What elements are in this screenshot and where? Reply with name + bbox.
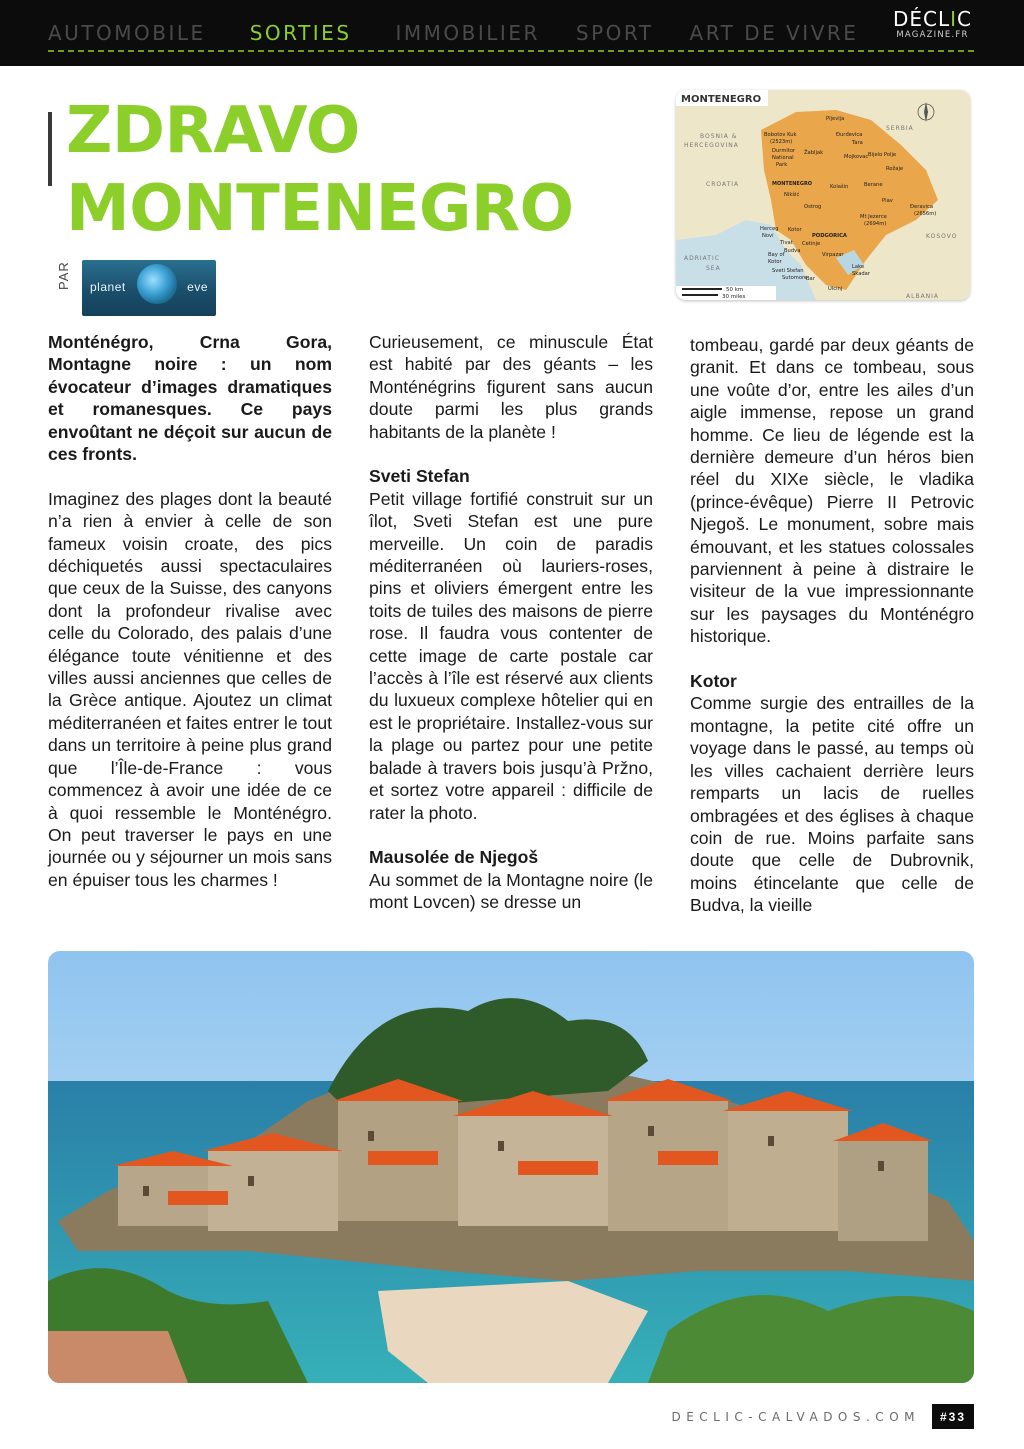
body-paragraph: tombeau, gardé par deux géants de granit. Et dans ce tombeau, sous une voûte d’or, entre les ailes d’un aigle immense, repose un grand homme. Ce lieu de légende est la dernière demeure d’un héros bien réel du XIXe siècle, le vladika (prince-évêque) Pierre II Petrovic Njegoš. Le monument, sobre mais émouvant, et les statues colossales parviennent à peine à distraire le visiteur de la vue impressionnante sur les paysages du Monténégro historique. [690,335,974,647]
map-label-bosnia: BOSNIA & [700,133,738,140]
sveti-stefan-photo [48,951,974,1383]
text-column-3 [690,334,974,939]
subheading-mausolee: Mausolée de Njegoš [369,847,539,868]
body-paragraph: Petit village fortifié construit sur un îlot, Sveti Stefan est une pure merveille. Un coin de paradis méditerranéen où lauriers-roses, pins et oliviers émergent entre les toits de tuiles des maisons de pierre rose. Il faudra vous contenter de cette image de carte postale car l’accès à l’île est réservé aux clients du luxueux complexe hôtelier qui en est le propriétaire. Installez-vous sur la plage ou partez pour une petite balade à travers bois jusqu’à Pržno, et sortez votre appareil : difficile de rater la photo. [369,488,653,823]
page-number: #33 [932,1404,974,1429]
nav-item-automobile[interactable]: AUTOMOBILE [48,21,206,45]
map-scale-km: 50 km [726,287,744,293]
map-place: Bay of [768,252,785,258]
photo-graphic [48,951,974,1383]
title-accent-bar [48,112,52,186]
text-column-1 [48,331,332,914]
map-place: Bar [806,276,815,282]
footer-website[interactable]: DECLIC-CALVADOS.COM [671,1410,920,1424]
brand-name: DÉCLIC [892,7,972,31]
map-place: Ulcinj [828,286,843,292]
map-place: Nikšić [784,192,800,198]
map-place: Cetinje [802,241,821,247]
nav-item-immobilier[interactable]: IMMOBILIER [395,21,540,45]
byline-label: PAR [56,261,71,290]
map-place: Park [776,162,788,168]
map-place: Herceg [760,226,779,232]
map-place: Bobotov Kuk [764,132,797,138]
map-place: (2656m) [914,211,937,217]
article-title [66,92,574,248]
map-place: Kotor [768,259,782,265]
body-paragraph: Comme surgie des entrailles de la montagne, la petite cité offre un voyage dans le passé, au temps où les villes cachaient derrière leurs remparts un lacis de ruelles ombragées et des églises à chaque coin de rue. Moins parfaite sans doute que celle de Dubrovnik, moins étincelante que celle de Budva, la vieille [690,693,974,916]
map-graphic [676,90,970,300]
map-place: Bijelo Polje [868,152,897,158]
top-navigation-bar [0,0,1024,66]
subheading-kotor: Kotor [690,671,737,692]
map-place: Pljevlja [826,116,845,122]
montenegro-map [676,90,970,300]
map-place: Durmitor [772,148,796,154]
map-place: Sutomore [782,275,808,281]
map-label-albania: ALBANIA [906,293,940,300]
map-place: Skadar [852,271,870,277]
map-label-croatia: CROATIA [706,181,740,188]
body-paragraph: Au sommet de la Montagne noire (le mont Lovcen) se dresse un [369,869,653,913]
section-nav [48,18,858,48]
map-place: Đurđevica [836,132,863,138]
nav-item-art-de-vivre[interactable]: ART DE VIVRE [689,21,859,45]
map-place: Tivat [780,240,793,246]
map-place: Mojkovac [844,154,869,160]
map-place: Sveti Stefan [772,268,804,274]
map-label-montenegro: MONTENEGRO [772,181,813,187]
map-place: Kolašin [830,184,849,190]
title-line-2: MONTENEGRO [66,172,574,246]
map-place: Virpazar [822,252,844,258]
map-scale-miles: 30 miles [722,294,746,300]
map-place: Budva [784,248,801,254]
body-paragraph: Imaginez des plages dont la beauté n’a rien à envier à celle de son fameux voisin croate, des pics déchiquetés aussi spectaculaires que ceux de la Suisse, des canyons dont la profondeur rivalise avec celle du Colorado, des palais d’une élégance toute vénitienne et des villes aussi anciennes que celles de la Grèce antique. Ajoutez un climat méditerranéen et faites entrer le tout dans un territoire à peine plus grand que l’Île-de-France : vous commencez à avoir une idée de ce à quoi ressemble le Monténégro. On peut traverser le pays en une journée ou y séjourner un mois sans en épuiser tous les charmes ! [48,488,332,890]
map-place: PODGORICA [812,233,847,239]
nav-item-sorties[interactable]: SORTIES [249,21,352,45]
title-line-1: ZDRAVO [66,94,360,168]
text-column-2 [369,331,653,936]
map-label-hercegovina: HERCEGOVINA [684,142,739,149]
map-place: Ostrog [804,204,822,210]
map-place: National [772,155,794,161]
lead-paragraph: Monténégro, Crna Gora, Montagne noire : un nom évocateur d’images dramatiques et romanesques. Ce pays envoûtant ne déçoit sur aucun de ces fronts. [48,332,332,465]
map-label-adriatic: ADRIATIC [684,255,720,262]
map-place: Rožaje [886,166,904,172]
map-place: Žabljak [804,150,824,156]
map-place: Berane [864,182,883,188]
nav-item-sport[interactable]: SPORT [575,21,654,45]
map-place: Mt Jezerce [860,214,887,220]
map-place: Kotor [788,227,802,233]
map-place: Novi [762,233,774,239]
brand-tagline: MAGAZINE.FR [896,30,969,40]
subheading-sveti-stefan: Sveti Stefan [369,466,470,487]
planet-eve-logo [82,260,216,316]
body-paragraph: Curieusement, ce minuscule État est habité par des géants – les Monténégrins figurent sans aucun doute parmi les plus grands habitants de la planète ! [369,332,653,442]
logo-text-left: planet [90,280,126,294]
map-label-sea: SEA [706,265,721,272]
map-place: Plav [882,198,893,204]
map-place: (2523m) [770,139,793,145]
nav-divider [48,50,974,52]
map-place: Đeravica [910,204,934,210]
logo-text-right: eve [187,280,208,294]
map-place: Tara [852,140,863,146]
map-heading: MONTENEGRO [681,94,762,105]
map-label-serbia: SERBIA [886,125,914,132]
map-place: Lake [852,264,865,270]
map-label-kosovo: KOSOVO [926,233,958,240]
brand-logo[interactable] [893,8,972,40]
map-place: (2694m) [864,221,887,227]
